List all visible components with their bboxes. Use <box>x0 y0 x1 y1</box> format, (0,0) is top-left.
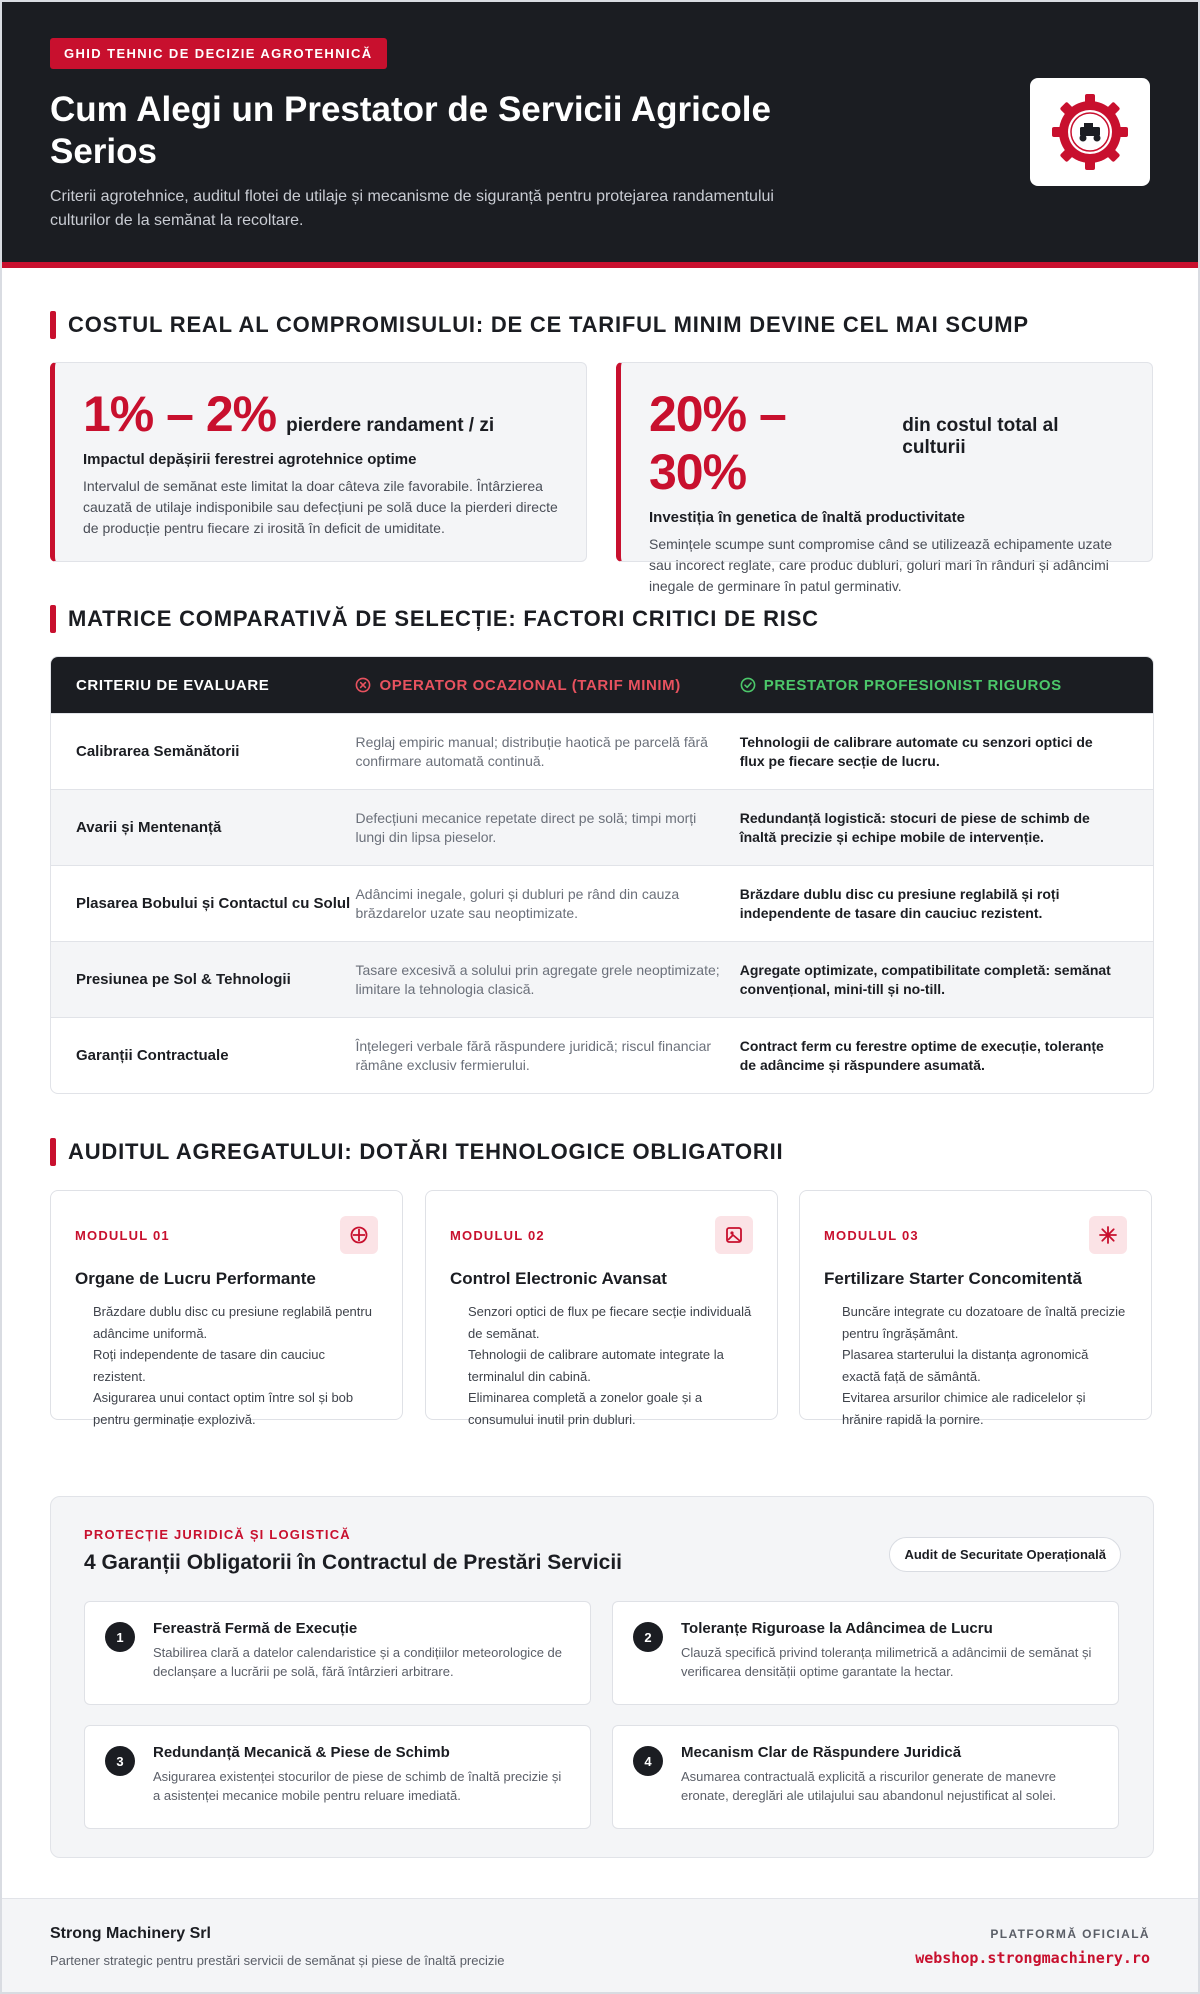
accent-bar <box>50 605 56 633</box>
stat-value: 1% – 2% <box>83 386 277 442</box>
page-subtitle: Criterii agrotehnice, auditul flotei de utilaje și mecanisme de siguranță pentru protejarea randamentului culturilor de la semănat la recoltare. <box>50 188 774 229</box>
module-item: Tehnologii de calibrare automate integrate la terminalul din cabină. <box>468 1347 724 1384</box>
guarantees-kicker: PROTECȚIE JURIDICĂ ȘI LOGISTICĂ <box>84 1527 351 1542</box>
row-criterion: Presiunea pe Sol & Tehnologii <box>76 971 291 988</box>
module-item: Buncăre integrate cu dozatoare de înaltă precizie pentru îngrășământ. <box>842 1304 1126 1341</box>
hero-header <box>2 2 1198 268</box>
check-circle-icon <box>740 677 756 693</box>
row-occasional: Defecțiuni mecanice repetate direct pe solă; timpi morți lungi din lipsa pieselor. <box>355 809 697 845</box>
stat-heading: Impactul depășirii ferestrei agrotehnice optime <box>83 451 417 468</box>
audit-section-title: AUDITUL AGREGATULUI: DOTĂRI TEHNOLOGICE OBLIGATORII <box>68 1139 784 1164</box>
image-sensor-icon <box>715 1216 753 1254</box>
row-criterion: Garanții Contractuale <box>76 1047 229 1064</box>
module-label: MODULUL 03 <box>824 1227 919 1243</box>
guarantee-text: Asumarea contractuală explicită a riscurilor generate de manevre eronate, dereglări ale utilajului sau abandonul nejustificat al solei. <box>681 1769 1057 1803</box>
guarantee-text: Stabilirea clară a datelor calendaristice și a condițiilor meteorologice de declanșare a lucrării pe solă, fără întârzieri arbitrare. <box>153 1645 562 1679</box>
audit-section-heading <box>50 1137 783 1167</box>
guarantee-number: 1 <box>105 1622 135 1652</box>
stat-unit: din costul total al culturii <box>902 415 1059 458</box>
module-item: Evitarea arsurilor chimice ale radicelelor și hrănire rapidă la pornire. <box>842 1390 1086 1427</box>
stat-text: Intervalul de semănat este limitat la doar câteva zile favorabile. Întârzierea cauzată de utilaje indisponibile sau defecțiuni pe solă duce la pierderi directe de producție pentru fiecare zi irosită în deficit de umiditate. <box>83 478 558 536</box>
module-card <box>50 1190 403 1427</box>
guarantee-card <box>84 1725 591 1829</box>
comparison-table <box>50 656 1154 1094</box>
row-occasional: Înțelegeri verbale fără răspundere juridică; riscul financiar rămâne exclusiv fermierului. <box>355 1037 712 1073</box>
guarantee-number: 3 <box>105 1746 135 1776</box>
guarantee-number: 2 <box>633 1622 663 1652</box>
module-card <box>425 1190 778 1427</box>
accent-bar <box>50 1138 56 1166</box>
row-criterion: Plasarea Bobului și Contactul cu Solul <box>76 895 351 912</box>
module-title: Organe de Lucru Performante <box>75 1269 316 1288</box>
module-item: Asigurarea unui contact optim între sol și bob pentru germinație explozivă. <box>93 1390 354 1427</box>
guarantee-number: 4 <box>633 1746 663 1776</box>
table-row <box>51 865 1153 941</box>
row-criterion: Avarii și Mentenanță <box>76 819 222 836</box>
guarantee-card <box>612 1601 1119 1705</box>
module-label: MODULUL 01 <box>75 1227 170 1243</box>
matrix-section-title: MATRICE COMPARATIVĂ DE SELECȚIE: FACTORI CRITICI DE RISC <box>68 606 819 631</box>
guide-tag: GHID TEHNIC DE DECIZIE AGROTEHNICĂ <box>50 38 387 69</box>
footer <box>2 1898 1198 1994</box>
module-list <box>824 1301 1127 1430</box>
x-circle-icon <box>355 677 371 693</box>
guarantee-card <box>612 1725 1119 1829</box>
footer-tagline: Partener strategic pentru prestări servicii de semănat și piese de înaltă precizie <box>50 1953 505 1968</box>
accent-bar <box>50 311 56 339</box>
module-item: Senzori optici de flux pe fiecare secție individuală de semănat. <box>468 1304 752 1341</box>
footer-company: Strong Machinery Srl <box>50 1925 211 1942</box>
cost-section-title: COSTUL REAL AL COMPROMISULUI: DE CE TARIFUL MINIM DEVINE CEL MAI SCUMP <box>68 312 1029 337</box>
guarantee-title: Mecanism Clar de Răspundere Juridică <box>681 1744 962 1761</box>
stat-card-seed-cost <box>616 362 1153 594</box>
guarantee-title: Toleranțe Riguroase la Adâncimea de Lucru <box>681 1620 993 1637</box>
table-row <box>51 789 1153 865</box>
module-label: MODULUL 02 <box>450 1227 545 1243</box>
module-list <box>450 1301 753 1430</box>
strong-machinery-gear-logo-icon <box>1048 90 1132 174</box>
guarantee-text: Asigurarea existenței stocurilor de piese de schimb de înaltă precizie și a asistenței mecanice mobile pentru reluare imediată. <box>153 1769 562 1803</box>
module-item: Plasarea starterului la distanța agronomică exactă față de sământă. <box>842 1347 1089 1384</box>
stat-card-yield-loss <box>50 362 587 562</box>
asterisk-icon <box>1089 1216 1127 1254</box>
guarantee-title: Redundanță Mecanică & Piese de Schimb <box>153 1744 450 1761</box>
row-occasional: Tasare excesivă a solului prin agregate grele neoptimizate; limitare la tehnologia clasică. <box>355 961 720 997</box>
brand-logo <box>1030 78 1150 186</box>
stat-value: 20% – 30% <box>649 386 786 500</box>
guarantee-text: Clauză specifică privind toleranța milimetrică a adâncimii de semănat și verificarea densității optime garantate la hectar. <box>681 1645 1092 1679</box>
guarantee-card <box>84 1601 591 1705</box>
page-title: Cum Alegi un Prestator de Servicii Agricole Serios <box>50 90 771 171</box>
module-title: Control Electronic Avansat <box>450 1269 667 1288</box>
guarantees-title: 4 Garanții Obligatorii în Contractul de Prestări Servicii <box>84 1551 622 1574</box>
module-card <box>799 1190 1152 1427</box>
header-professional-label: PRESTATOR PROFESIONIST RIGUROS <box>763 676 1062 694</box>
row-professional: Contract ferm cu ferestre optime de execuție, toleranțe de adâncime și răspundere asumată. <box>739 1037 1104 1073</box>
footer-webshop-link[interactable]: webshop.strongmachinery.ro <box>915 1949 1150 1967</box>
module-item: Roți independente de tasare din cauciuc rezistent. <box>93 1347 325 1384</box>
stat-text: Semințele scumpe sunt compromise când se utilizează echipamente uzate sau incorect reglate, care produc dubluri, goluri mari în rânduri și adâncimi inegale de germinare în patul germinativ. <box>649 536 1113 594</box>
guarantee-title: Fereastră Fermă de Execuție <box>153 1620 358 1637</box>
row-occasional: Reglaj empiric manual; distribuție haotică pe parcelă fără confirmare automată continuă. <box>355 733 708 769</box>
module-list <box>75 1301 378 1430</box>
header-criterion: CRITERIU DE EVALUARE <box>76 676 270 694</box>
module-item: Brăzdare dublu disc cu presiune reglabilă pentru adâncime uniformă. <box>93 1304 372 1341</box>
row-professional: Tehnologii de calibrare automate cu senzori optici de flux pe fiecare secție de lucru. <box>739 733 1093 769</box>
matrix-section-heading <box>50 604 819 634</box>
table-row <box>51 941 1153 1017</box>
header-occasional-label: OPERATOR OCAZIONAL (TARIF MINIM) <box>379 676 681 694</box>
row-professional: Brăzdare dublu disc cu presiune reglabilă și roți independente de tasare din cauciuc rezistent. <box>739 885 1060 921</box>
row-occasional: Adâncimi inegale, goluri și dubluri pe rând din cauza brăzdarelor uzate sau neoptimizate. <box>355 885 680 921</box>
header-occasional <box>355 677 739 694</box>
guarantees-panel <box>50 1496 1154 1858</box>
crosshair-icon <box>340 1216 378 1254</box>
audit-badge: Audit de Securitate Operațională <box>889 1537 1121 1572</box>
row-professional: Redundanță logistică: stocuri de piese de schimb de înaltă precizie și echipe mobile de intervenție. <box>739 809 1090 845</box>
row-professional: Agregate optimizate, compatibilitate completă: semănat convențional, mini-till și no-till. <box>739 961 1111 997</box>
cost-section-heading <box>50 310 1029 340</box>
table-header <box>51 657 1153 713</box>
module-title: Fertilizare Starter Concomitentă <box>824 1269 1082 1288</box>
stat-unit: pierdere randament / zi <box>286 415 495 436</box>
table-row <box>51 1017 1153 1093</box>
stat-heading: Investiția în genetica de înaltă productivitate <box>649 509 965 526</box>
table-row <box>51 713 1153 789</box>
row-criterion: Calibrarea Semănătorii <box>76 743 240 760</box>
module-item: Eliminarea completă a zonelor goale și a consumului inutil prin dubluri. <box>468 1390 703 1427</box>
footer-platform-label: PLATFORMĂ OFICIALĂ <box>990 1927 1150 1941</box>
header-professional <box>740 677 1153 694</box>
